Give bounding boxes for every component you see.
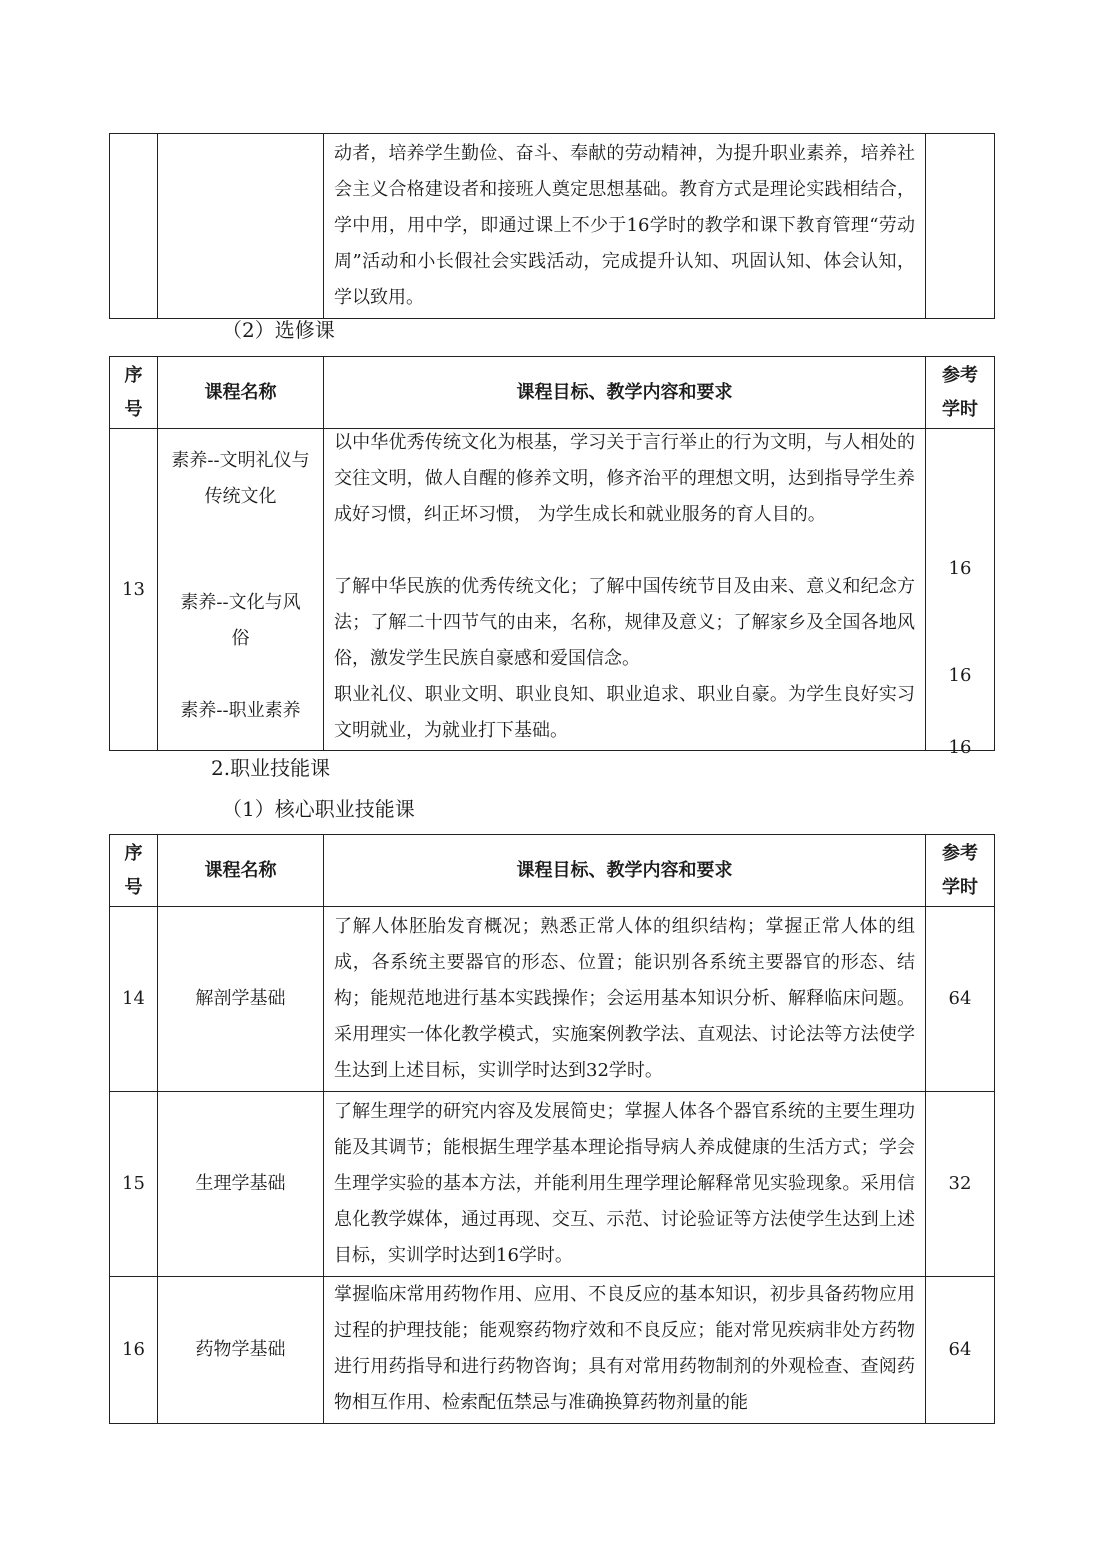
cell-name [158, 429, 324, 751]
cell-no: 16 [110, 1277, 158, 1424]
table-row [110, 907, 995, 1092]
header-no: 序号 [110, 835, 158, 907]
cell-name: 解剖学基础 [158, 907, 324, 1092]
cell-name [158, 134, 324, 319]
cell-no: 13 [110, 429, 158, 751]
header-name: 课程名称 [158, 357, 324, 429]
header-name: 课程名称 [158, 835, 324, 907]
table-row [110, 1092, 995, 1277]
header-no: 序号 [110, 357, 158, 429]
header-hours: 参考学时 [926, 835, 995, 907]
elective-table [109, 356, 995, 758]
section-heading: 2.职业技能课 [211, 756, 331, 780]
course-name: 素养--文化与风俗 [180, 592, 301, 649]
table-row [110, 429, 995, 751]
course-description: 以中华优秀传统文化为根基，学习关于言行举止的行为文明，与人相处的交往文明，做人自醒的修养文明，修齐治平的理想文明，达到指导学生养成好习惯，纠正坏习惯， 为学生成长和就业服务的育人目的。 [334, 432, 915, 525]
table-row [110, 1277, 995, 1424]
header-hours: 参考学时 [926, 357, 995, 429]
header-desc: 课程目标、教学内容和要求 [324, 835, 926, 907]
cell-description: 动者，培养学生勤俭、奋斗、奉献的劳动精神，为提升职业素养，培养社会主义合格建设者和接班人奠定思想基础。教育方式是理论实践相结合，学中用，用中学，即通过课上不少于16学时的教学和课下教育管理“劳动周”活动和小长假社会实践活动，完成提升认知、巩固认知、体会认知，学以致用。 [324, 134, 926, 319]
table-row [110, 134, 995, 319]
core-heading: （1）核心职业技能课 [222, 797, 415, 821]
elective-heading: （2）选修课 [222, 318, 335, 342]
cell-description: 了解生理学的研究内容及发展简史；掌握人体各个器官系统的主要生理功能及其调节；能根据生理学基本理论指导病人养成健康的生活方式；学会生理学实验的基本方法，并能利用生理学理论解释常见实验现象。采用信息化教学媒体，通过再现、交互、示范、讨论验证等方法使学生达到上述目标，实训学时达到16学时。 [324, 1092, 926, 1277]
course-description: 了解中华民族的优秀传统文化；了解中国传统节目及由来、意义和纪念方法；了解二十四节气的由来，名称，规律及意义；了解家乡及全国各地风俗，激发学生民族自豪感和爱国信念。 [334, 576, 915, 669]
cell-hours [926, 429, 995, 758]
cell-name: 药物学基础 [158, 1277, 324, 1424]
cell-hours: 64 [926, 907, 995, 1092]
course-name: 素养--文明礼仪与传统文化 [171, 450, 310, 507]
cell-description [324, 429, 926, 751]
table-header-row [110, 357, 995, 429]
cell-hours: 64 [926, 1277, 995, 1424]
course-hours: 16 [948, 665, 972, 686]
course-description: 职业礼仪、职业文明、职业良知、职业追求、职业自豪。为学生良好实习文明就业，为就业打下基础。 [334, 684, 915, 741]
header-desc: 课程目标、教学内容和要求 [324, 357, 926, 429]
course-hours: 16 [948, 737, 972, 758]
cell-description: 了解人体胚胎发育概况；熟悉正常人体的组织结构；掌握正常人体的组成，各系统主要器官的形态、位置；能识别各系统主要器官的形态、结构；能规范地进行基本实践操作；会运用基本知识分析、解释临床问题。采用理实一体化教学模式，实施案例教学法、直观法、讨论法等方法使学生达到上述目标，实训学时达到32学时。 [324, 907, 926, 1092]
course-name: 素养--职业素养 [180, 700, 301, 721]
cell-description: 掌握临床常用药物作用、应用、不良反应的基本知识，初步具备药物应用过程的护理技能；能观察药物疗效和不良反应；能对常见疾病非处方药物进行用药指导和进行药物咨询；具有对常用药物制剂的外观检查、查阅药物相互作用、检索配伍禁忌与准确换算药物剂量的能 [324, 1277, 926, 1424]
table-header-row [110, 835, 995, 907]
cell-no [110, 134, 158, 319]
cell-hours: 32 [926, 1092, 995, 1277]
cell-no: 14 [110, 907, 158, 1092]
cell-hours [926, 134, 995, 319]
continuation-table [109, 133, 995, 319]
cell-no: 15 [110, 1092, 158, 1277]
course-hours: 16 [948, 558, 972, 579]
cell-name: 生理学基础 [158, 1092, 324, 1277]
core-skills-table [109, 834, 995, 1424]
